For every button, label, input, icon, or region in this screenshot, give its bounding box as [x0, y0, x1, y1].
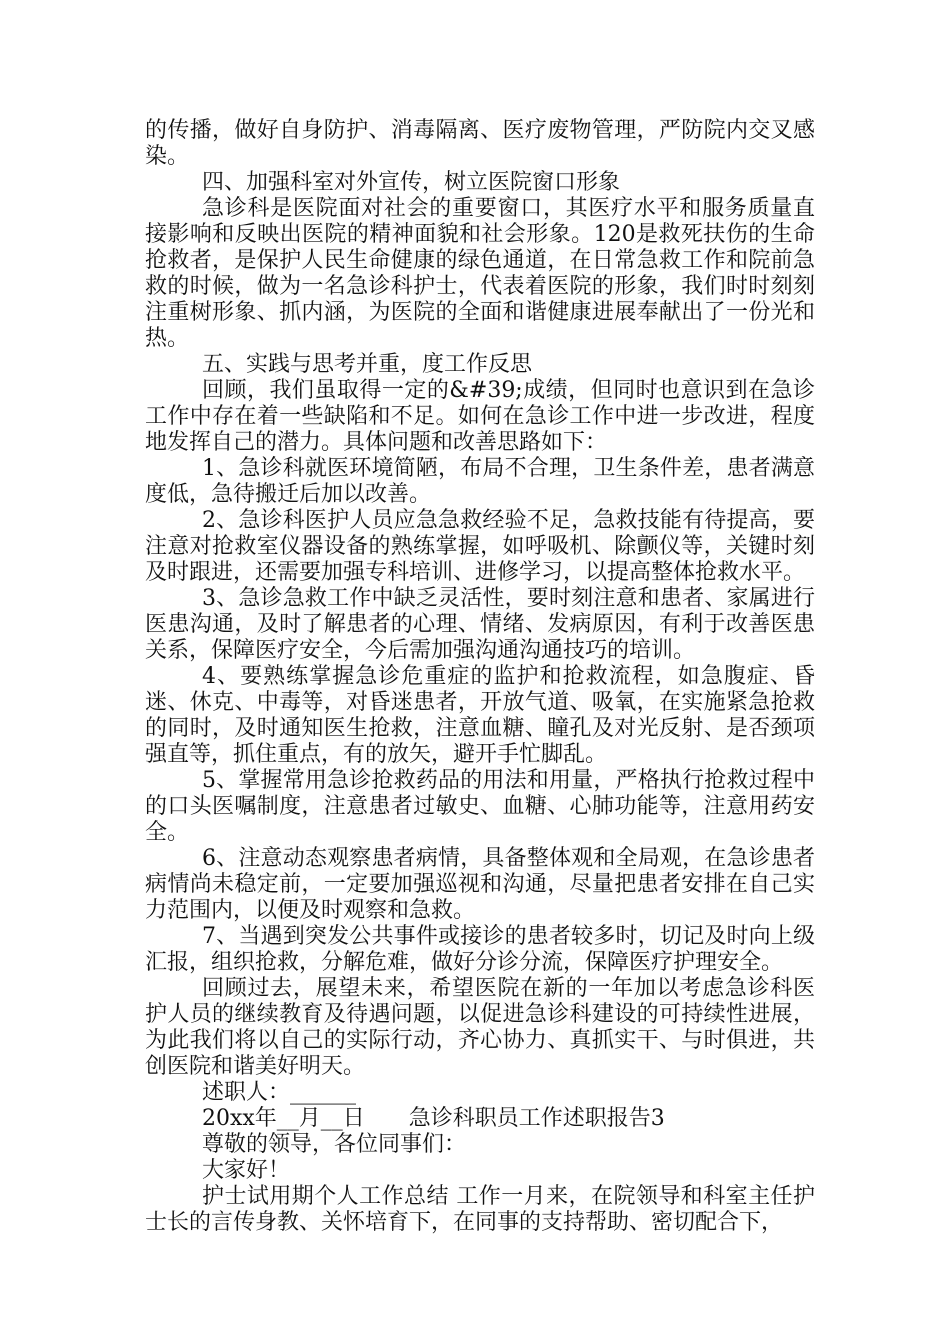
document-body — [145, 118, 815, 1236]
greeting: 大家好！ — [202, 1158, 291, 1183]
date-and-next-title: 20xx年__月__日 急诊科职员工作述职报告3 — [202, 1106, 665, 1131]
signature-line: 述职人：______ — [202, 1080, 357, 1105]
section-heading-4: 四、加强科室对外宣传，树立医院窗口形象 — [202, 170, 621, 195]
list-item-4: 4、要熟练掌握急诊危重症的监护和抢救流程，如急腹症、昏迷、休克、中毒等，对昏迷患者，开放气道、吸氧，在实施紧急抢救的同时，及时通知医生抢救，注意血糖、瞳孔及对光反射、是否颈项强直等，抓住重点，有的放矢，避开手忙脚乱。 — [145, 664, 815, 767]
list-item-6: 6、注意动态观察患者病情，具备整体观和全局观，在急诊患者病情尚未稳定前，一定要加强巡视和沟通，尽量把患者安排在自己实力范围内，以便及时观察和急救。 — [145, 846, 815, 923]
salutation: 尊敬的领导，各位同事们： — [202, 1132, 467, 1157]
list-item-5: 5、掌握常用急诊抢救药品的用法和用量，严格执行抢救过程中的口头医嘱制度，注意患者过敏史、血糖、心肺功能等，注意用药安全。 — [145, 768, 815, 845]
paragraph-outlook: 回顾过去，展望未来，希望医院在新的一年加以考虑急诊科医护人员的继续教育及待遇问题，以促进急诊科建设的可持续性进展，为此我们将以自己的实际行动，齐心协力、真抓实干、与时俱进，共创医院和谐美好明天。 — [145, 976, 815, 1079]
list-item-1: 1、急诊科就医环境简陋，布局不合理，卫生条件差，患者满意度低，急待搬迁后加以改善。 — [145, 456, 815, 507]
list-item-7: 7、当遇到突发公共事件或接诊的患者较多时，切记及时向上级汇报，组织抢救，分解危难，做好分诊分流，保障医疗护理安全。 — [145, 924, 815, 975]
list-item-2: 2、急诊科医护人员应急急救经验不足，急救技能有待提高，要注意对抢救室仪器设备的熟练掌握，如呼吸机、除颤仪等，关键时刻及时跟进，还需要加强专科培训、进修学习，以提高整体抢救水平。 — [145, 508, 815, 585]
section-heading-5: 五、实践与思考并重，度工作反思 — [202, 352, 533, 377]
paragraph-window-image: 急诊科是医院面对社会的重要窗口，其医疗水平和服务质量直接影响和反映出医院的精神面貌和社会形象。120是救死扶伤的生命抢救者，是保护人民生命健康的绿色通道，在日常急救工作和院前急救的时候，做为一名急诊科护士，代表着医院的形象，我们时时刻刻注重树形象、抓内涵，为医院的全面和谐健康进展奉献出了一份光和热。 — [145, 196, 815, 351]
list-item-3: 3、急诊急救工作中缺乏灵活性，要时刻注意和患者、家属进行医患沟通，及时了解患者的心理、情绪、发病原因，有利于改善医患关系，保障医疗安全，今后需加强沟通沟通技巧的培训。 — [145, 586, 815, 663]
paragraph-intro: 护士试用期个人工作总结 工作一月来，在院领导和科室主任护士长的言传身教、关怀培育下，在同事的支持帮助、密切配合下， — [145, 1184, 815, 1235]
paragraph-continuation: 的传播，做好自身防护、消毒隔离、医疗废物管理，严防院内交叉感染。 — [145, 118, 815, 169]
paragraph-review: 回顾，我们虽取得一定的&#39;成绩，但同时也意识到在急诊工作中存在着一些缺陷和不足。如何在急诊工作中进一步改进，程度地发挥自己的潜力。具体问题和改善思路如下： — [145, 378, 815, 455]
